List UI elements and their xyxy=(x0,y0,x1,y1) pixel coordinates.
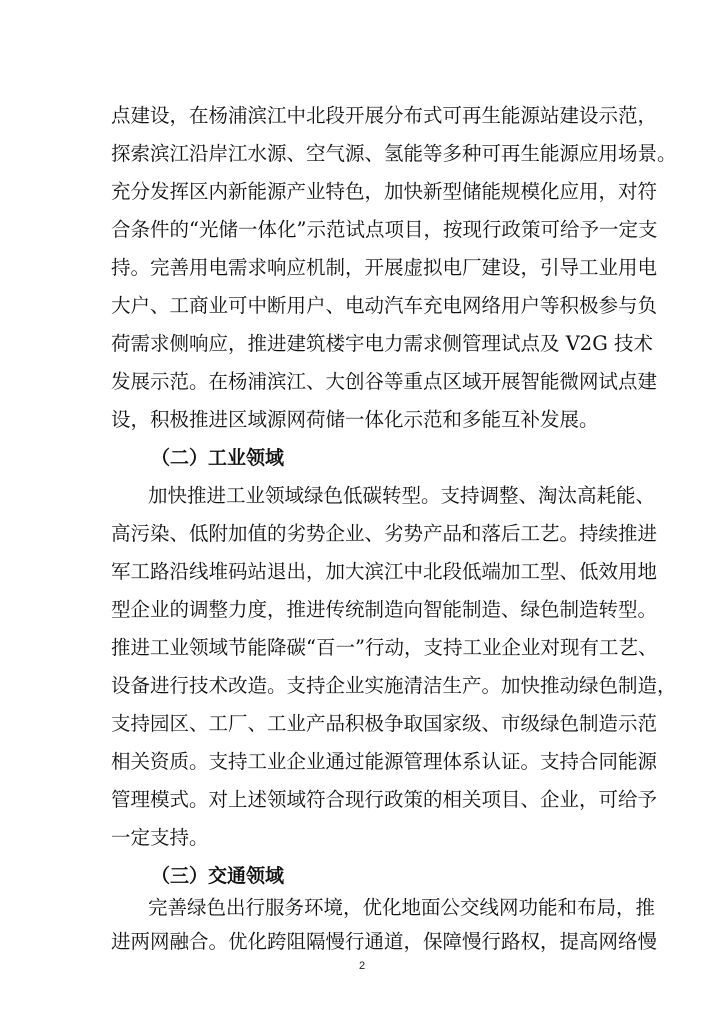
body-text-line: 型企业的调整力度，推进传统制造向智能制造、绿色制造转型。 xyxy=(111,598,658,621)
body-text-line: 高污染、低附加值的劣势企业、劣势产品和落后工艺。持续推进 xyxy=(111,522,658,545)
body-text-line: 荷需求侧响应，推进建筑楼宇电力需求侧管理试点及 V2G 技术 xyxy=(111,332,653,355)
body-text-line: 设，积极推进区域源网荷储一体化示范和多能互补发展。 xyxy=(111,408,599,431)
body-text-line: 充分发挥区内新能源产业特色，加快新型储能规模化应用，对符 xyxy=(111,180,658,203)
body-text-line: 管理模式。对上述领域符合现行政策的相关项目、企业，可给予 xyxy=(111,788,658,811)
body-text-line: 探索滨江沿岸江水源、空气源、氢能等多种可再生能源应用场景。 xyxy=(111,142,677,165)
section-heading: （三）交通领域 xyxy=(151,865,285,887)
body-text-line: 点建设，在杨浦滨江中北段开展分布式可再生能源站建设示范， xyxy=(111,104,658,127)
body-text-line: 一定支持。 xyxy=(111,826,209,849)
body-text-line: 支持园区、工厂、工业产品积极争取国家级、市级绿色制造示范 xyxy=(111,712,658,735)
body-text-line: 加快推进工业领域绿色低碳转型。支持调整、淘汰高耗能、 xyxy=(148,484,656,507)
section-heading: （二）工业领域 xyxy=(151,447,285,469)
body-text-line: 持。完善用电需求响应机制，开展虚拟电厂建设，引导工业用电 xyxy=(111,256,658,279)
body-text-line: 相关资质。支持工业企业通过能源管理体系认证。支持合同能源 xyxy=(111,750,658,773)
body-text-line: 发展示范。在杨浦滨江、大创谷等重点区域开展智能微网试点建 xyxy=(111,370,658,393)
page-number: 2 xyxy=(358,960,366,972)
body-text-line: 设备进行技术改造。支持企业实施清洁生产。加快推动绿色制造， xyxy=(111,674,677,697)
body-text-line: 进两网融合。优化跨阻隔慢行通道，保障慢行路权，提高网络慢 xyxy=(111,930,658,953)
body-text-line: 军工路沿线堆码站退出，加大滨江中北段低端加工型、低效用地 xyxy=(111,560,658,583)
body-text-line: 大户、工商业可中断用户、电动汽车充电网络用户等积极参与负 xyxy=(111,294,658,317)
body-text-line: 推进工业领域节能降碳“百一”行动，支持工业企业对现有工艺、 xyxy=(111,636,658,659)
body-text-line: 完善绿色出行服务环境，优化地面公交线网功能和布局，推 xyxy=(148,896,656,919)
body-text-line: 合条件的“光储一体化”示范试点项目，按现行政策可给予一定支 xyxy=(111,218,658,241)
